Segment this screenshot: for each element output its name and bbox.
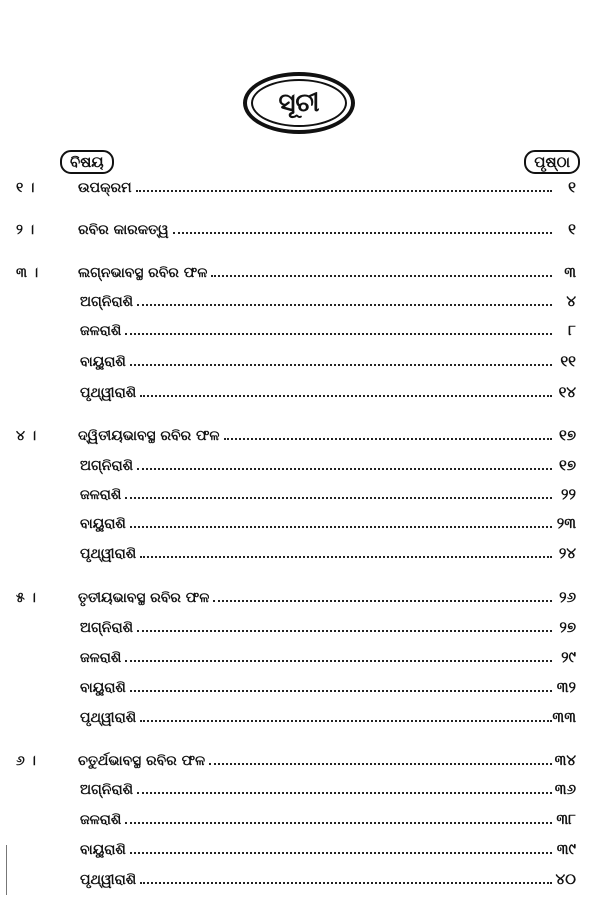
toc-row [0, 346, 600, 372]
toc-row [0, 702, 600, 728]
toc-number: ୧ । [16, 180, 35, 196]
toc-row [0, 450, 600, 476]
toc-row [0, 214, 600, 240]
toc-label: ପୃଥ୍ୱୀରାଶି [80, 710, 137, 726]
toc-page-number: ୨୨ [561, 485, 576, 503]
toc-label: ବାୟୁରାଶି [80, 842, 126, 858]
toc-label: ଅଗ୍ନିରାଶି [80, 458, 133, 474]
toc-leader-dots [130, 852, 552, 854]
toc-leader-dots [140, 882, 552, 884]
toc-leader-dots [211, 275, 552, 277]
toc-leader-dots [125, 333, 552, 335]
toc-row [0, 672, 600, 698]
toc-page-number: ୩୮ [556, 810, 576, 828]
toc-page-number: ୨୭ [559, 618, 576, 636]
toc-page-number: ୨୬ [559, 588, 576, 606]
toc-leader-dots [137, 304, 552, 306]
toc-row [0, 286, 600, 312]
toc-page-number: ୩୩ [552, 708, 576, 726]
toc-page-number: ୪ [566, 292, 576, 310]
toc-label: ପୃଥ୍ୱୀରାଶି [80, 872, 137, 888]
toc-page-number: ୩୬ [554, 780, 576, 798]
toc-page-number: ୨୪ [558, 544, 576, 562]
toc-label: ଜଳରାଶି [80, 323, 122, 339]
toc-leader-dots [125, 822, 552, 824]
toc-page-number: ୪୦ [555, 870, 576, 888]
toc-label: ଉପକ୍ରମ [78, 180, 132, 196]
toc-number: ୬ । [16, 753, 36, 769]
toc-leader-dots [137, 630, 552, 632]
toc-page-number: ୧୧ [560, 352, 576, 370]
toc-page-number: ୧ [568, 178, 576, 196]
toc-row [0, 377, 600, 403]
toc-leader-dots [136, 190, 552, 192]
toc-row [0, 257, 600, 283]
toc-row [0, 834, 600, 860]
toc-row [0, 420, 600, 446]
subject-header: ବିଷୟ [60, 150, 114, 174]
toc-page-number: ୩୨ [556, 678, 576, 696]
toc-page-number: ୩୯ [556, 840, 576, 858]
page-edge-mark [6, 845, 7, 895]
toc-leader-dots [130, 526, 552, 528]
toc-page-number: ୮ [568, 321, 576, 339]
toc-row [0, 864, 600, 890]
toc-number: ୫ । [16, 590, 36, 606]
toc-page-number: ୩ [564, 263, 576, 281]
toc-row [0, 582, 600, 608]
toc-label: ବାୟୁରାଶି [80, 516, 126, 532]
toc-label: ଜଳରାଶି [80, 487, 122, 503]
toc-page-number: ୧୭ [559, 426, 576, 444]
toc-row [0, 612, 600, 638]
toc-row [0, 508, 600, 534]
toc-label: ଚତୁର୍ଥଭାବସ୍ଥ ରବିର ଫଳ [78, 753, 206, 769]
toc-leader-dots [140, 556, 552, 558]
toc-row [0, 315, 600, 341]
toc-leader-dots [173, 232, 552, 234]
toc-leader-dots [224, 438, 552, 440]
toc-leader-dots [130, 690, 552, 692]
toc-row [0, 172, 600, 198]
toc-row [0, 642, 600, 668]
toc-number: ୩ । [16, 265, 39, 281]
toc-leader-dots [140, 395, 552, 397]
toc-row [0, 745, 600, 771]
toc-label: ଅଗ୍ନିରାଶି [80, 782, 133, 798]
toc-row [0, 538, 600, 564]
toc-label: ଅଗ୍ନିରାଶି [80, 620, 133, 636]
toc-label: ଜଳରାଶି [80, 812, 122, 828]
toc-leader-dots [130, 364, 552, 366]
toc-leader-dots [137, 468, 552, 470]
toc-label: ଅଗ୍ନିରାଶି [80, 294, 133, 310]
toc-leader-dots [125, 497, 552, 499]
toc-page-number: ୧୪ [558, 383, 576, 401]
toc-label: ପୃଥ୍ୱୀରାଶି [80, 385, 137, 401]
toc-label: ବାୟୁରାଶି [80, 680, 126, 696]
toc-page-number: ୩୪ [554, 751, 576, 769]
toc-leader-dots [209, 763, 552, 765]
toc-page-number: ୨୯ [561, 648, 576, 666]
toc-page-number: ୧ [568, 220, 576, 238]
toc-row [0, 804, 600, 830]
toc-label: ରବିର କାରକତ୍ୱ [78, 222, 169, 238]
toc-leader-dots [140, 720, 552, 722]
toc-label: ଜଳରାଶି [80, 650, 122, 666]
toc-row [0, 774, 600, 800]
toc-number: ୨ । [16, 222, 35, 238]
toc-row [0, 479, 600, 505]
toc-label: ତୃତୀୟଭାବସ୍ଥ ରବିର ଫଳ [78, 590, 210, 606]
toc-label: ପୃଥ୍ୱୀରାଶି [80, 546, 137, 562]
toc-number: ୪ । [16, 428, 37, 444]
page-header: ପୃଷ୍ଠା [524, 150, 580, 174]
toc-label: ବାୟୁରାଶି [80, 354, 126, 370]
toc-label: ଦ୍ୱିତୀୟଭାବସ୍ଥ ରବିର ଫଳ [78, 428, 220, 444]
toc-leader-dots [213, 600, 552, 602]
toc-page-number: ୧୭ [559, 456, 576, 474]
toc-label: ଲଗ୍ନଭାବସ୍ଥ ରବିର ଫଳ [78, 265, 208, 281]
page-title: ସୂଚୀ [251, 79, 347, 127]
toc-leader-dots [125, 660, 552, 662]
toc-leader-dots [137, 792, 552, 794]
toc-page-number: ୨୩ [556, 514, 576, 532]
